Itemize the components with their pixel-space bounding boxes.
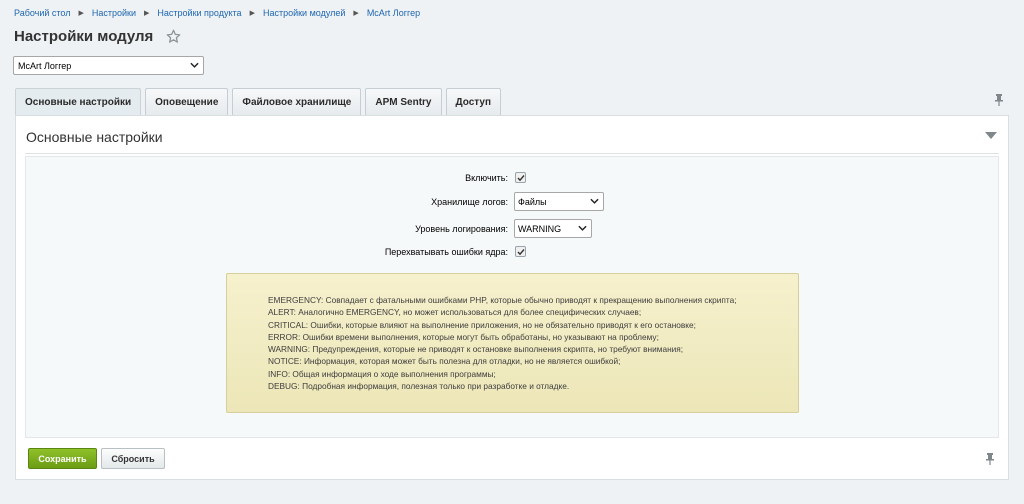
tab-access[interactable]: Доступ bbox=[446, 88, 502, 115]
breadcrumb-separator-icon: ▶ bbox=[144, 10, 150, 17]
notice-line-debug: DEBUG: Подробная информация, полезная только при разработке и отладке. bbox=[268, 381, 570, 392]
save-button[interactable]: Сохранить bbox=[28, 448, 97, 469]
notice-line-critical: CRITICAL: Ошибки, которые влияют на выполнение приложения, но не обязательно приводят к его остановке; bbox=[268, 319, 696, 330]
log-levels-notice bbox=[226, 273, 799, 413]
chevron-down-icon bbox=[190, 62, 199, 69]
tab-notifications[interactable]: Оповещение bbox=[145, 88, 228, 115]
notice-line-alert: ALERT: Аналогично EMERGENCY, но может использоваться для более специфических случаев; bbox=[268, 307, 642, 318]
reset-button[interactable]: Сбросить bbox=[101, 448, 165, 469]
settings-panel bbox=[15, 115, 1009, 480]
breadcrumb-item-settings[interactable]: Настройки bbox=[91, 8, 137, 18]
star-icon[interactable] bbox=[166, 29, 181, 44]
notice-line-info: INFO: Общая информация о ходе выполнения программы; bbox=[268, 368, 496, 379]
storage-label: Хранилище логов: bbox=[431, 197, 508, 207]
level-select[interactable] bbox=[514, 219, 592, 238]
breadcrumb-item-current[interactable]: McArt Логгер bbox=[366, 8, 421, 18]
storage-select[interactable] bbox=[514, 192, 604, 211]
module-select-value: McArt Логгер bbox=[18, 61, 72, 71]
tab-apm-sentry[interactable]: APM Sentry bbox=[365, 88, 441, 115]
breadcrumb-separator-icon: ▶ bbox=[353, 10, 359, 17]
form-row-enable bbox=[26, 169, 998, 189]
notice-line-error: ERROR: Ошибки времени выполнения, которые могут быть обработаны, но указывают на проблему; bbox=[268, 331, 659, 342]
collapse-arrow-icon[interactable] bbox=[985, 132, 997, 139]
chevron-down-icon bbox=[578, 225, 587, 232]
storage-select-value: Файлы bbox=[518, 197, 547, 207]
check-icon bbox=[517, 174, 525, 182]
pin-icon[interactable] bbox=[985, 453, 995, 465]
notice-line-notice: NOTICE: Информация, которая может быть полезна для отладки, но не является ошибкой; bbox=[268, 356, 621, 367]
form-row-storage bbox=[26, 192, 998, 212]
chevron-down-icon bbox=[590, 198, 599, 205]
notice-line-warning: WARNING: Предупреждения, которые не приводят к остановке выполнения скрипта, но требуют внимания; bbox=[268, 344, 684, 355]
enable-label: Включить: bbox=[465, 173, 508, 183]
breadcrumb-item-module-settings[interactable]: Настройки модулей bbox=[262, 8, 346, 18]
form-row-catch-errors bbox=[26, 243, 998, 263]
breadcrumb-separator-icon: ▶ bbox=[249, 10, 255, 17]
panel-title: Основные настройки bbox=[26, 129, 163, 145]
form-area bbox=[25, 156, 999, 438]
notice-line-emergency: EMERGENCY: Совпадает с фатальными ошибками PHP, которые обычно приводят к прекращению выполнения скрипта; bbox=[268, 295, 737, 305]
check-icon bbox=[517, 248, 525, 256]
breadcrumb-item-desktop[interactable]: Рабочий стол bbox=[14, 8, 71, 18]
page-title: Настройки модуля bbox=[14, 28, 154, 45]
panel-header bbox=[25, 116, 999, 154]
breadcrumb bbox=[14, 8, 420, 18]
level-select-value: WARNING bbox=[518, 224, 562, 234]
catch-errors-checkbox[interactable] bbox=[515, 246, 526, 257]
tab-bar bbox=[15, 88, 505, 116]
enable-checkbox[interactable] bbox=[515, 172, 526, 183]
tab-main-settings[interactable]: Основные настройки bbox=[15, 88, 141, 116]
tab-file-storage[interactable]: Файловое хранилище bbox=[232, 88, 361, 115]
form-row-level bbox=[26, 219, 998, 239]
breadcrumb-item-product-settings[interactable]: Настройки продукта bbox=[157, 8, 242, 18]
breadcrumb-separator-icon: ▶ bbox=[78, 10, 84, 17]
catch-errors-label: Перехватывать ошибки ядра: bbox=[384, 247, 508, 257]
module-select[interactable] bbox=[13, 56, 204, 75]
pin-icon[interactable] bbox=[994, 94, 1004, 106]
level-label: Уровень логирования: bbox=[415, 224, 508, 234]
